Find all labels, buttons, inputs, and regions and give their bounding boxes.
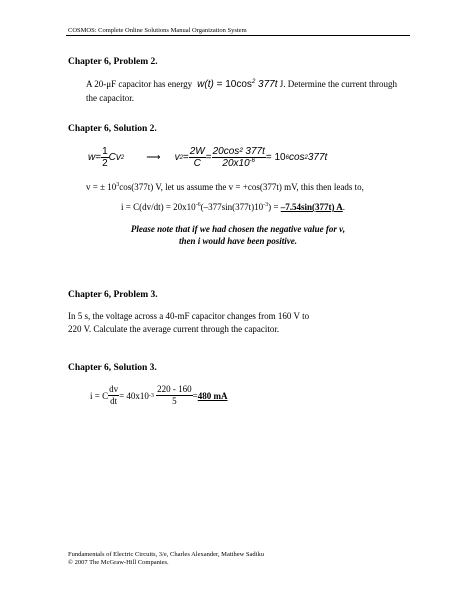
header-rule: [66, 35, 410, 36]
solution-3-heading: Chapter 6, Solution 3.: [68, 363, 157, 373]
solution-2-note-line2: then i would have been positive.: [179, 236, 297, 246]
energy-formula: $w(t) = 10\cos^2$ 377t: [197, 79, 278, 90]
page-footer: [68, 551, 264, 567]
problem-2-text-line1: [86, 78, 397, 91]
solution-2-voltage-line: v = ± $10^3\cos(377t)$ V, let us assume the v = +cos(377t) mV, this then leads to,: [86, 182, 364, 192]
problem-3-text-line1: In 5 s, the voltage across a 40-mF capacitor changes from 160 V to: [68, 311, 310, 321]
solution-2-answer: –7.54sin(377t) A: [280, 202, 343, 212]
arrow-icon: ⟶: [146, 152, 161, 163]
footer-line1: Fundamentals of Electric Circuits, 3/e, Charles Alexander, Matthew Sadiku: [68, 551, 264, 558]
solution-2-current-line: $i = C(dv/dt) = 20x10^{-6}(-377\sin(377t)10^{-3}) = -7.54\sin(377t)$ A.: [121, 202, 345, 212]
solution-2-equation-1: w = $\frac{1}{2}$ Cv 2 ⟶ v 2 = $\frac{2W}{C}$ = $\frac{\text{20cos² 377t}}{20x10^{-6}}$ = 10 6 cos 2 377t: [88, 146, 328, 169]
solution-3-equation: i = C $\frac{dv}{dt}$ = 40x10 -3 $\frac{220 - 160}{5}$ = 480 mA: [90, 384, 228, 406]
problem-2-text-a: A 20-μF capacitor has energy: [86, 79, 193, 89]
problem-2-text-line2: the capacitor.: [86, 93, 134, 103]
problem-2-heading: Chapter 6, Problem 2.: [68, 57, 158, 67]
page-header: COSMOS: Complete Online Solutions Manual Organization System: [68, 27, 247, 34]
problem-2-text-b: J. Determine the current through: [277, 79, 397, 89]
problem-3-text-line2: 220 V. Calculate the average current through the capacitor.: [68, 324, 280, 334]
solution-3-answer: 480 mA: [197, 390, 228, 401]
footer-line2: © 2007 The McGraw-Hill Companies.: [68, 559, 169, 566]
problem-3-heading: Chapter 6, Problem 3.: [68, 290, 158, 300]
solution-2-heading: Chapter 6, Solution 2.: [68, 124, 157, 134]
solution-2-note-line1: Please note that if we had chosen the negative value for v,: [130, 224, 346, 234]
